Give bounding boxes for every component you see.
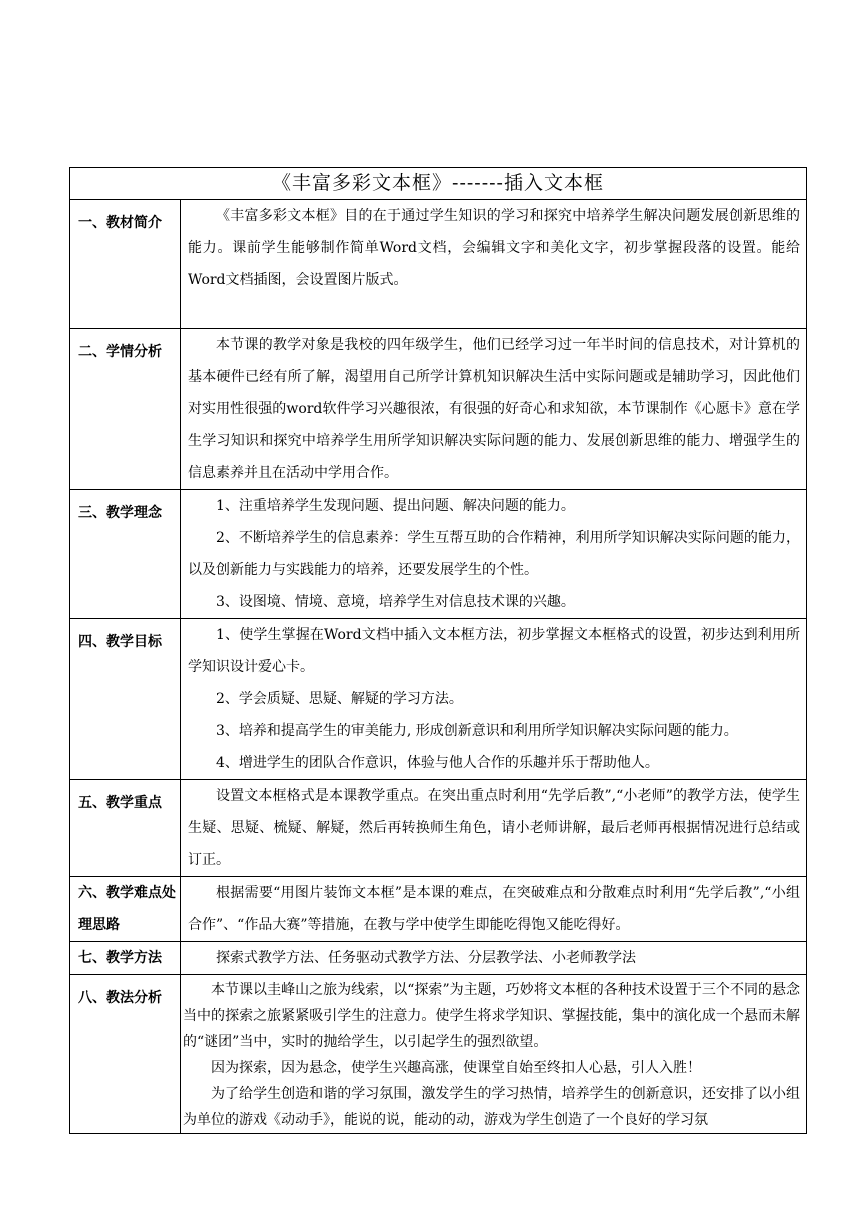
row-label: 四、教学目标 [70, 619, 181, 780]
paragraph: 探索式教学方法、任务驱动式教学方法、分层教学法、小老师教学法 [216, 950, 636, 966]
lesson-plan-table [69, 167, 807, 1134]
row-label: 六、教学难点处理思路 [70, 877, 181, 942]
row-content [181, 200, 807, 329]
row-label: 二、学情分析 [70, 329, 181, 490]
table-row [70, 329, 807, 490]
row-label: 五、教学重点 [70, 780, 181, 877]
paragraph: 3、培养和提高学生的审美能力, 形成创新意识和利用所学知识解决实际问题的能力。 [216, 723, 738, 739]
paragraph: 1、注重培养学生发现问题、提出问题、解决问题的能力。 [216, 498, 575, 514]
row-content [181, 942, 807, 975]
row-label: 七、教学方法 [70, 942, 181, 975]
table-row [70, 780, 807, 877]
paragraph: 2、学会质疑、思疑、解疑的学习方法。 [216, 691, 463, 707]
row-label: 八、教法分析 [70, 975, 181, 1134]
table-row [70, 619, 807, 780]
paragraph: 3、设图境、情境、意境，培养学生对信息技术课的兴趣。 [216, 594, 575, 610]
row-content [181, 780, 807, 877]
paragraph: 本节课的教学对象是我校的四年级学生，他们已经学习过一年半时间的信息技术，对计算机的基本硬件已经有所了解，渴望用自己所学计算机知识解决生活中实际问题或是辅助学习，因此他们对实用性很强的word软件学习兴趣很浓，有很强的好奇心和求知欲，本节课制作《心愿卡》意在学生学习知识和探究中培养学生用所学知识解决实际问题的能力、发展创新思维的能力、增强学生的信息素养并且在活动中学用合作。 [188, 337, 801, 481]
paragraph: 《丰富多彩文本框》目的在于通过学生知识的学习和探究中培养学生解决问题发展创新思维的能力。课前学生能够制作简单Word文档，会编辑文字和美化文字，初步掌握段落的设置。能给Word文档插图，会设置图片版式。 [188, 208, 801, 288]
row-content [181, 329, 807, 490]
table-row [70, 200, 807, 329]
row-label: 三、教学理念 [70, 490, 181, 619]
paragraph: 1、使学生掌握在Word文档中插入文本框方法，初步掌握文本框格式的设置，初步达到利用所学知识设计爱心卡。 [188, 627, 801, 675]
row-content [181, 877, 807, 942]
row-content [181, 619, 807, 780]
table-row [70, 877, 807, 942]
row-label: 一、教材简介 [70, 200, 181, 329]
paragraph: 4、增进学生的团队合作意识，体验与他人合作的乐趣并乐于帮助他人。 [216, 755, 659, 771]
document-title: 《丰富多彩文本框》-------插入文本框 [70, 168, 807, 200]
row-content [181, 975, 807, 1134]
paragraph: 因为探索，因为悬念，使学生兴趣高涨，使课堂自始至终扣人心悬，引人入胜！ [211, 1060, 701, 1076]
table-row [70, 975, 807, 1134]
row-content [181, 490, 807, 619]
paragraph: 为了给学生创造和谐的学习氛围，激发学生的学习热情，培养学生的创新意识，还安排了以小组为单位的游戏《动动手》，能说的说，能动的动，游戏为学生创造了一个良好的学习氛 [183, 1086, 801, 1128]
table-row [70, 942, 807, 975]
paragraph: 2、不断培养学生的信息素养：学生互帮互助的合作精神，利用所学知识解决实际问题的能力，以及创新能力与实践能力的培养，还要发展学生的个性。 [188, 530, 801, 578]
paragraph: 设置文本框格式是本课教学重点。在突出重点时利用“先学后教”,“小老师”的教学方法，使学生生疑、思疑、梳疑、解疑，然后再转换师生角色，请小老师讲解，最后老师再根据情况进行总结或订正。 [188, 788, 801, 868]
paragraph: 本节课以圭峰山之旅为线索，以“探索”为主题，巧妙将文本框的各种技术设置于三个不同的悬念当中的探索之旅紧紧吸引学生的注意力。使学生将求学知识、掌握技能，集中的演化成一个悬而未解的“谜团”当中，实时的抛给学生，以引起学生的强烈欲望。 [183, 982, 801, 1050]
table-row [70, 490, 807, 619]
paragraph: 根据需要“用图片装饰文本框”是本课的难点，在突破难点和分散难点时利用“先学后教”,“小组合作”、“作品大赛”等措施，在教与学中使学生即能吃得饱又能吃得好。 [188, 885, 801, 933]
